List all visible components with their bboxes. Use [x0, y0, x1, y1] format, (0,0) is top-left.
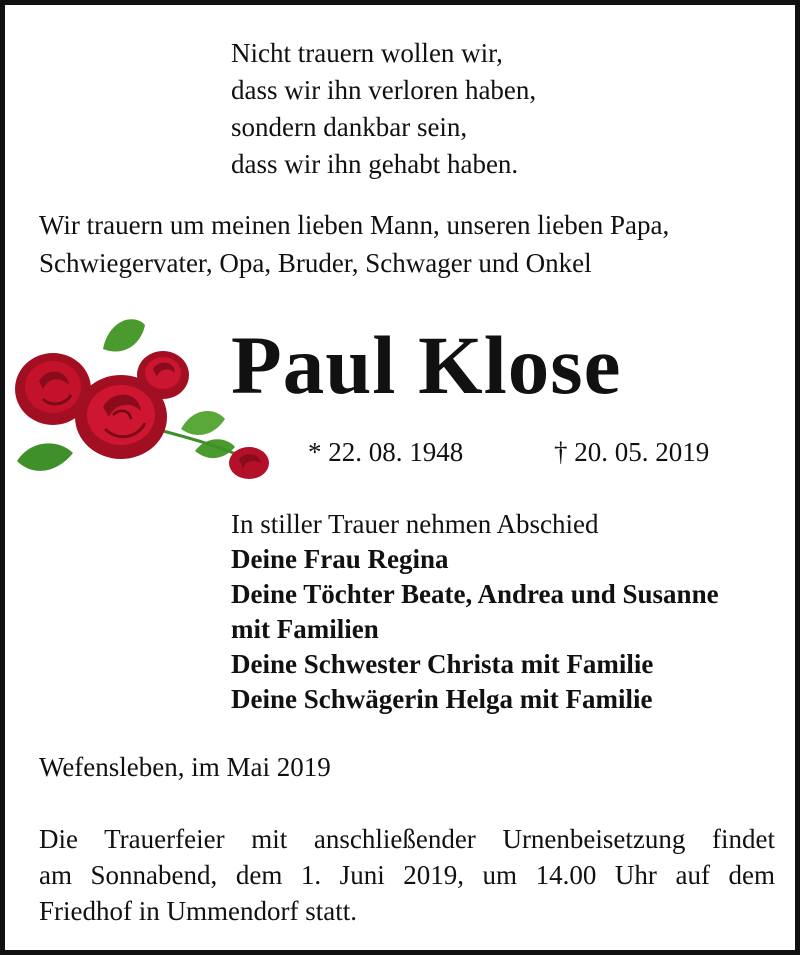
- leaf: [181, 411, 225, 435]
- service-line: am Sonnabend, dem 1. Juni 2019, um 14.00 Uhr auf dem: [39, 860, 775, 890]
- mourners-intro: In stiller Trauer nehmen Abschied: [231, 509, 599, 539]
- leaf: [103, 319, 145, 351]
- service-line: Die Trauerfeier mit anschließender Urnenbeisetzung findet: [39, 824, 775, 854]
- mourning-intro: [39, 206, 779, 282]
- mourners-list: [231, 507, 719, 717]
- mourner-line: mit Familien: [231, 614, 379, 644]
- deceased-name: Paul Klose: [231, 319, 622, 411]
- leaf: [17, 443, 73, 471]
- mourner-line: Deine Schwester Christa mit Familie: [231, 649, 654, 679]
- intro-line: Schwiegervater, Opa, Bruder, Schwager und Onkel: [39, 248, 592, 278]
- poem-line: Nicht trauern wollen wir,: [231, 38, 503, 68]
- birth-date: * 22. 08. 1948: [308, 437, 464, 467]
- rose-bud: [229, 447, 269, 479]
- service-line: Friedhof in Ummendorf statt.: [39, 896, 357, 926]
- poem-line: sondern dankbar sein,: [231, 112, 468, 142]
- mourner-line: Deine Töchter Beate, Andrea und Susanne: [231, 579, 719, 609]
- poem-line: dass wir ihn gehabt haben.: [231, 149, 519, 179]
- intro-line: Wir trauern um meinen lieben Mann, unseren lieben Papa,: [39, 210, 670, 240]
- memorial-poem: [231, 35, 536, 183]
- place-and-date: Wefensleben, im Mai 2019: [39, 752, 331, 782]
- rose: [75, 375, 167, 459]
- funeral-service-info: [39, 821, 775, 929]
- death-date: † 20. 05. 2019: [554, 437, 710, 467]
- mourner-line: Deine Frau Regina: [231, 544, 449, 574]
- poem-line: dass wir ihn verloren haben,: [231, 75, 537, 105]
- mourner-line: Deine Schwägerin Helga mit Familie: [231, 684, 653, 714]
